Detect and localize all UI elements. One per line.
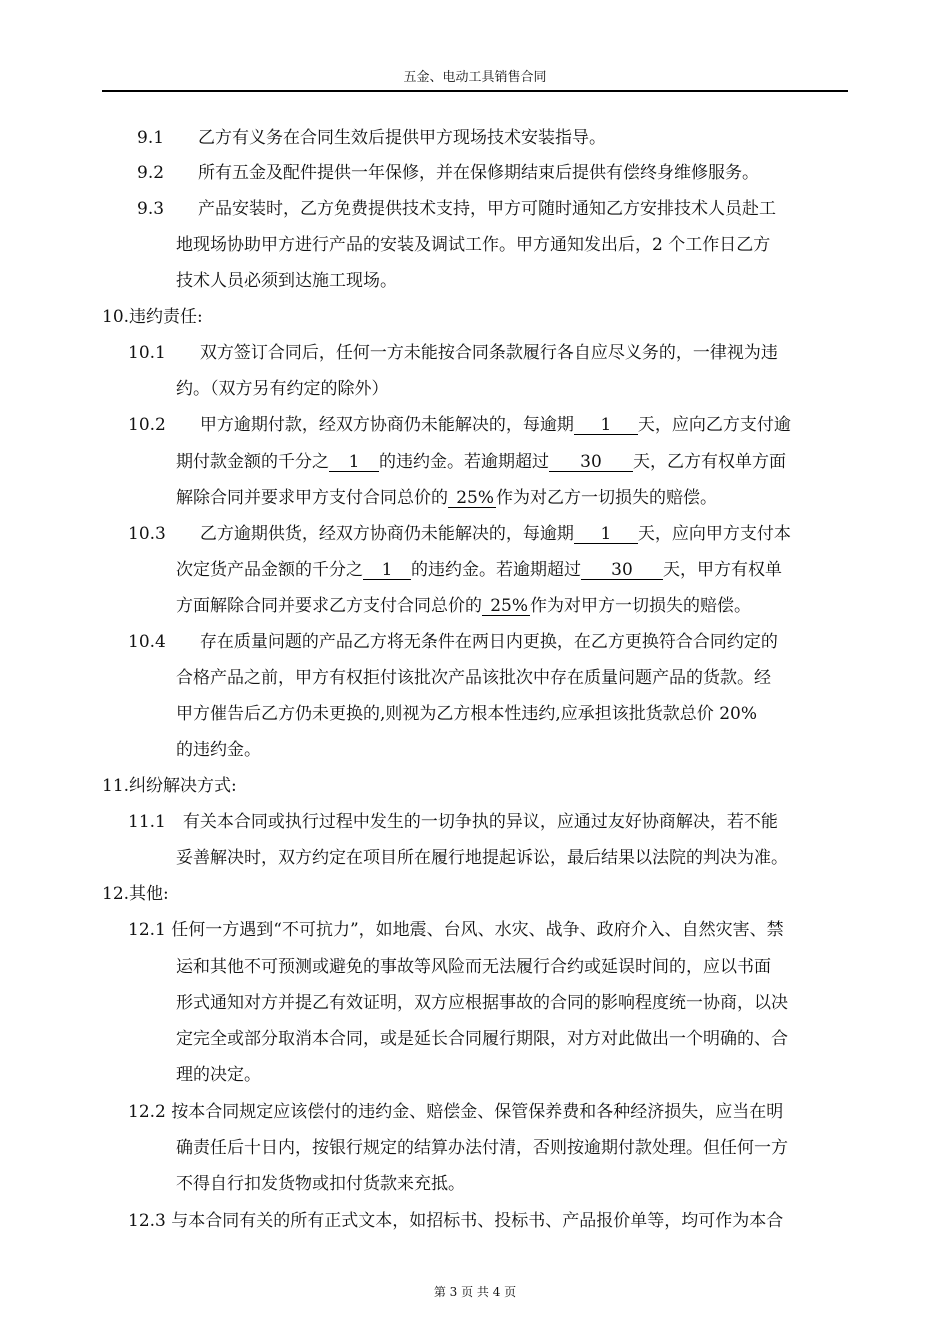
clause-9-2: 9.2 所有五金及配件提供一年保修，并在保修期结束后提供有偿终身维修服务。 (137, 163, 760, 183)
clause-10-4-line-2: 合格产品之前，甲方有权拒付该批次产品该批次中存在质量问题产品的货款。经 (176, 668, 771, 688)
clause-10-1-line-2: 约。（双方另有约定的除外） (176, 379, 389, 399)
clause-12-3-line-1: 12.3 与本合同有关的所有正式文本，如招标书、投标书、产品报价单等，均可作为本合 (128, 1211, 784, 1231)
clause-11-1-line-2: 妥善解决时，双方约定在项目所在履行地提起诉讼，最后结果以法院的判决为准。 (176, 848, 788, 868)
page-footer: 第 3 页 共 4 页 (433, 1285, 517, 1299)
clause-text: 期付款金额的千分之 (176, 452, 329, 472)
clause-9-1: 9.1 乙方有义务在合同生效后提供甲方现场技术安装指导。 (137, 128, 607, 148)
clause-10-3-line-2 (176, 560, 782, 580)
page-header (102, 60, 848, 92)
clause-12-2-line-1: 12.2 按本合同规定应该偿付的违约金、赔偿金、保管保养费和各种经济损失，应当在明 (128, 1102, 784, 1122)
clause-text: 作为对甲方一切损失的赔偿。 (530, 596, 751, 616)
clause-10-4-line-3: 甲方催告后乙方仍未更换的,则视为乙方根本性违约,应承担该批货款总价 20% (176, 704, 757, 724)
blank-percent: 25% (482, 597, 530, 616)
clause-text: 的违约金。若逾期超过 (411, 560, 581, 580)
clause-text: 天，应向乙方支付逾 (637, 415, 791, 435)
clause-10-3-line-3 (176, 596, 751, 616)
blank-overdue-days: 30 (549, 453, 633, 472)
clause-9-3-line-1: 9.3 产品安装时，乙方免费提供技术支持，甲方可随时通知乙方安排技术人员赴工 (137, 199, 777, 219)
clause-12-1-line-1: 12.1 任何一方遇到“不可抗力”，如地震、台风、水灾、战争、政府介入、自然灾害、禁 (128, 920, 784, 940)
clause-text: 作为对乙方一切损失的赔偿。 (496, 488, 717, 508)
clause-10-4-line-1: 10.4 存在质量问题的产品乙方将无条件在两日内更换，在乙方更换符合合同约定的 (128, 632, 778, 652)
clause-11-1-line-1: 11.1 有关本合同或执行过程中发生的一切争执的异议，应通过友好协商解决，若不能 (128, 812, 778, 832)
clause-12-1-line-5: 理的决定。 (176, 1065, 261, 1085)
clause-9-3-line-2: 地现场协助甲方进行产品的安装及调试工作。甲方通知发出后，2 个工作日乙方 (176, 235, 771, 255)
clause-12-1-line-2: 运和其他不可预测或避免的事故等风险而无法履行合约或延误时间的，应以书面 (176, 957, 771, 977)
clause-10-4-line-4: 的违约金。 (176, 740, 261, 760)
clause-10-2-line-2 (176, 452, 786, 472)
clause-10-1-line-1: 10.1 双方签订合同后，任何一方未能按合同条款履行各自应尽义务的，一律视为违 (128, 343, 778, 363)
clause-12-1-line-3: 形式通知对方并提乙有效证明，双方应根据事故的合同的影响程度统一协商，以决 (176, 993, 788, 1013)
section-12-heading: 12.其他: (102, 884, 169, 904)
clause-text: 解除合同并要求甲方支付合同总价的 (176, 488, 448, 508)
clause-text: 方面解除合同并要求乙方支付合同总价的 (176, 596, 482, 616)
clause-text: 天，应向甲方支付本 (637, 524, 791, 544)
blank-days: 1 (574, 416, 638, 435)
clause-10-2-line-3 (176, 488, 717, 508)
clause-text: 天，乙方有权单方面 (633, 452, 786, 472)
blank-percent: 25% (448, 489, 496, 508)
clause-10-2-line-1 (128, 415, 791, 435)
header-title: 五金、电动工具销售合同 (403, 70, 547, 85)
blank-overdue-days: 30 (581, 561, 663, 580)
clause-12-2-line-2: 确责任后十日内，按银行规定的结算办法付清，否则按逾期付款处理。但任何一方 (176, 1138, 788, 1158)
blank-rate: 1 (329, 453, 379, 472)
clause-12-2-line-3: 不得自行扣发货物或扣付货款来充抵。 (176, 1174, 465, 1194)
clause-12-1-line-4: 定完全或部分取消本合同，或是延长合同履行期限，对方对此做出一个明确的、合 (176, 1029, 788, 1049)
section-11-heading: 11.纠纷解决方式: (102, 776, 237, 796)
blank-rate: 1 (363, 561, 411, 580)
clause-text: 10.3 乙方逾期供货，经双方协商仍未能解决的，每逾期 (128, 524, 574, 544)
clause-9-3-line-3: 技术人员必须到达施工现场。 (176, 271, 397, 291)
clause-text: 次定货产品金额的千分之 (176, 560, 363, 580)
clause-text: 天，甲方有权单 (663, 560, 782, 580)
section-10-heading: 10.违约责任: (102, 307, 203, 327)
clause-text: 10.2 甲方逾期付款，经双方协商仍未能解决的，每逾期 (128, 415, 574, 435)
clause-text: 的违约金。若逾期超过 (379, 452, 549, 472)
blank-days: 1 (574, 525, 638, 544)
clause-10-3-line-1 (128, 524, 791, 544)
